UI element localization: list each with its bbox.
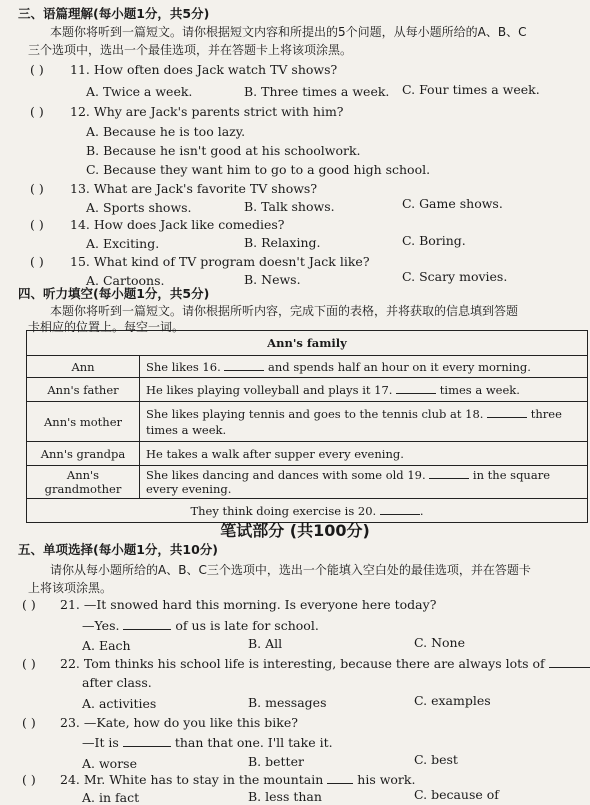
q11-option-b[interactable]: B. Three times a week.	[244, 84, 390, 99]
q15-option-a[interactable]: A. Cartoons.	[86, 273, 165, 288]
table-row-grandmother	[27, 466, 588, 499]
row-label: Ann's father	[27, 378, 140, 402]
answer-paren-15[interactable]: ( )	[30, 254, 44, 269]
row-content: She likes playing tennis and goes to the tennis club at 18. three times a week.	[140, 402, 588, 442]
q22-option-a[interactable]: A. activities	[82, 696, 157, 711]
blank-20[interactable]	[380, 504, 420, 515]
family-table	[26, 330, 588, 523]
table-row-mother	[27, 402, 588, 442]
table-row-father	[27, 378, 588, 402]
q12-option-b[interactable]: B. Because he isn't good at his schoolwork.	[86, 143, 361, 158]
blank-17[interactable]	[396, 383, 436, 394]
row-content: She likes 16. and spends half an hour on it every morning.	[140, 356, 588, 378]
section3-instruction-line2: 三个选项中，选出一个最佳选项，并在答题卡上将该项涂黑。	[28, 43, 353, 57]
question-22: 22. Tom thinks his school life is interesting, because there are always lots of	[60, 656, 590, 672]
q11-option-c[interactable]: C. Four times a week.	[402, 82, 540, 97]
section5-heading: 五、单项选择(每小题1分，共10分)	[18, 542, 219, 557]
row-label: Ann	[27, 356, 140, 378]
row-label: Ann's grandmother	[27, 466, 140, 499]
blank-19[interactable]	[429, 468, 469, 479]
row-content: She likes dancing and dances with some old 19. in the square every evening.	[140, 466, 588, 499]
question-13: 13. What are Jack's favorite TV shows?	[70, 181, 318, 196]
blank-22[interactable]	[549, 657, 590, 668]
section5-instruction-line2: 上将该项涂黑。	[28, 581, 113, 595]
q13-option-a[interactable]: A. Sports shows.	[86, 200, 192, 215]
question-12: 12. Why are Jack's parents strict with him?	[70, 104, 344, 119]
answer-paren-13[interactable]: ( )	[30, 181, 44, 196]
section4-heading: 四、听力填空(每小题1分，共5分)	[18, 286, 210, 301]
answer-paren-11[interactable]: ( )	[30, 62, 44, 77]
question-22-line2: after class.	[82, 675, 152, 690]
section4-instruction-line1: 本题你将听到一篇短文。请你根据所听内容，完成下面的表格，并将获取的信息填到答题	[50, 304, 519, 318]
answer-paren-23[interactable]: ( )	[22, 715, 36, 730]
question-23: 23. —Kate, how do you like this bike?	[60, 715, 298, 730]
table-row-ann	[27, 356, 588, 378]
blank-16[interactable]	[224, 360, 264, 371]
question-21: 21. —It snowed hard this morning. Is everyone here today?	[60, 597, 437, 612]
q21-option-c[interactable]: C. None	[414, 635, 465, 650]
q23-option-a[interactable]: A. worse	[82, 756, 137, 771]
answer-paren-24[interactable]: ( )	[22, 772, 36, 787]
blank-23[interactable]	[123, 736, 171, 747]
q21-option-a[interactable]: A. Each	[82, 638, 131, 653]
q13-option-c[interactable]: C. Game shows.	[402, 196, 503, 211]
section5-instruction-line1: 请你从每小题所给的A、B、C三个选项中，选出一个能填入空白处的最佳选项，并在答题卡	[50, 563, 531, 577]
answer-paren-12[interactable]: ( )	[30, 104, 44, 119]
row-content: He takes a walk after supper every evening.	[140, 442, 588, 466]
question-23-line2: —It is than that one. I'll take it.	[82, 735, 333, 750]
q12-option-c[interactable]: C. Because they want him to go to a good high school.	[86, 162, 431, 177]
row-label: Ann's grandpa	[27, 442, 140, 466]
written-part-title: 笔试部分 (共100分)	[220, 521, 370, 540]
question-21-line2: —Yes. of us is late for school.	[82, 618, 319, 633]
q23-option-c[interactable]: C. best	[414, 752, 458, 767]
q22-option-b[interactable]: B. messages	[248, 695, 327, 710]
q24-option-a[interactable]: A. in fact	[82, 790, 140, 805]
q22-option-c[interactable]: C. examples	[414, 693, 491, 708]
q15-option-c[interactable]: C. Scary movies.	[402, 269, 508, 284]
q24-option-b[interactable]: B. less than	[248, 789, 322, 804]
section3-instruction-line1: 本题你将听到一篇短文。请你根据短文内容和所提出的5个问题，从每小题所给的A、B、C	[50, 25, 527, 39]
q23-option-b[interactable]: B. better	[248, 754, 304, 769]
q11-option-a[interactable]: A. Twice a week.	[86, 84, 193, 99]
question-24: 24. Mr. White has to stay in the mountain his work.	[60, 772, 416, 787]
q13-option-b[interactable]: B. Talk shows.	[244, 199, 335, 214]
section4-instruction-line2: 卡相应的位置上。每空一词。	[28, 320, 185, 334]
table-footer: They think doing exercise is 20. .	[27, 499, 588, 523]
answer-paren-21[interactable]: ( )	[22, 597, 36, 612]
blank-24[interactable]	[327, 773, 353, 784]
blank-18[interactable]	[487, 407, 527, 418]
answer-paren-22[interactable]: ( )	[22, 656, 36, 671]
question-11: 11. How often does Jack watch TV shows?	[70, 62, 338, 77]
blank-21[interactable]	[123, 619, 171, 630]
table-row-grandpa	[27, 442, 588, 466]
question-14: 14. How does Jack like comedies?	[70, 217, 285, 232]
table-title: Ann's family	[27, 331, 588, 356]
question-15: 15. What kind of TV program doesn't Jack like?	[70, 254, 370, 269]
q15-option-b[interactable]: B. News.	[244, 272, 301, 287]
q14-option-c[interactable]: C. Boring.	[402, 233, 466, 248]
section3-heading: 三、语篇理解(每小题1分，共5分)	[18, 6, 210, 21]
row-content: He likes playing volleyball and plays it 17. times a week.	[140, 378, 588, 402]
answer-paren-14[interactable]: ( )	[30, 217, 44, 232]
q14-option-b[interactable]: B. Relaxing.	[244, 235, 321, 250]
row-label: Ann's mother	[27, 402, 140, 442]
q21-option-b[interactable]: B. All	[248, 636, 283, 651]
q14-option-a[interactable]: A. Exciting.	[86, 236, 160, 251]
q12-option-a[interactable]: A. Because he is too lazy.	[86, 124, 246, 139]
q24-option-c[interactable]: C. because of	[414, 787, 499, 802]
